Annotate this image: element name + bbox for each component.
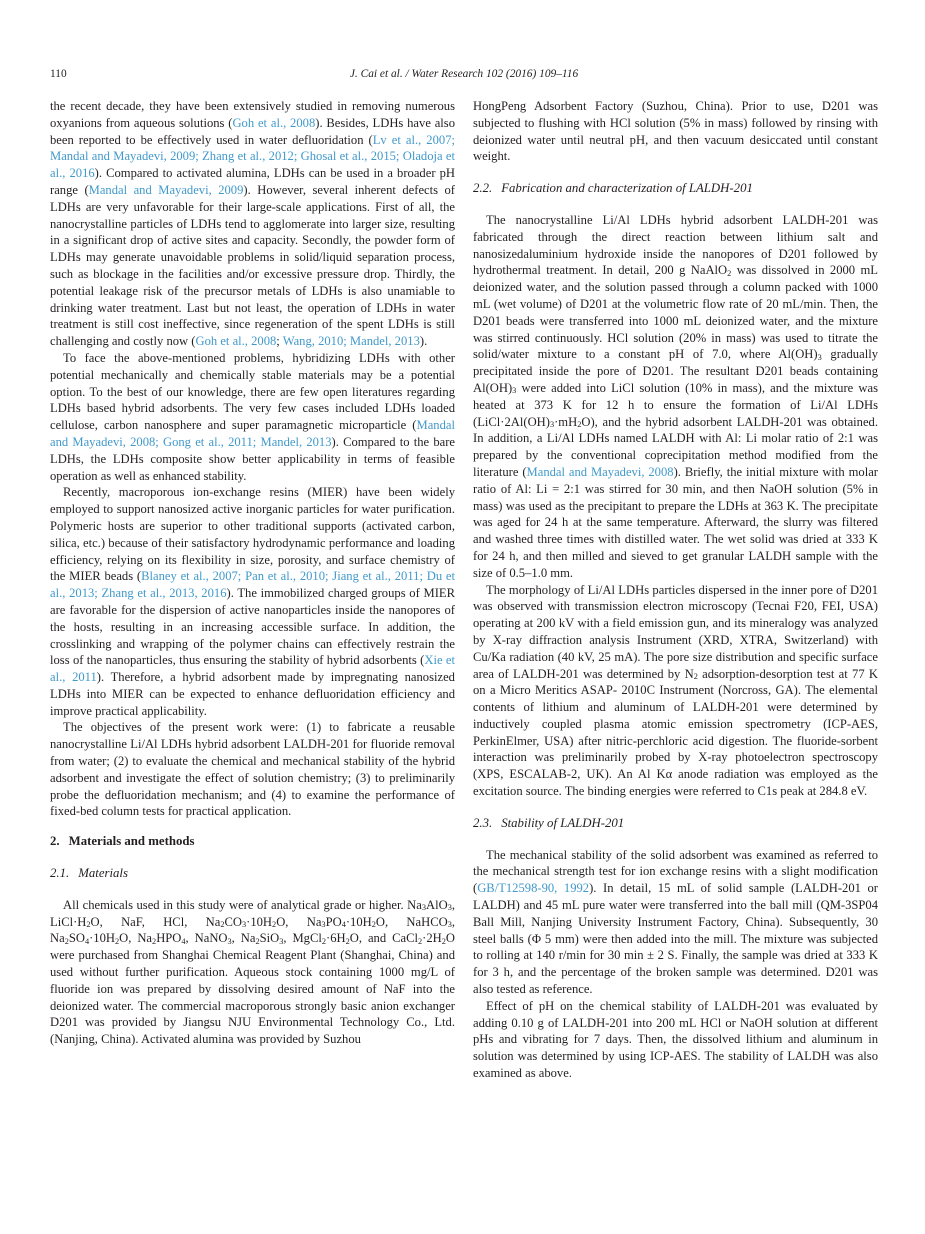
heading-number: 2.2. — [473, 181, 493, 196]
chemical-subscript: 3 — [817, 352, 822, 362]
paragraph: All chemicals used in this study were of analytical grade or higher. $Na_3AlO_3$, $LiCl\cdot H_2O$, NaF, HCl, $Na_2CO_3\cdot 10H_2O$, $Na_3PO_4\cdot 10H_2O$, NaHCO$_3$, $Na_2SO_4\cdot 10H_2O$, $Na_2HPO_4$, NaNO$_3$, $Na_2SiO_3$, $MgCl_2\cdot 6H_2O$, and $CaCl_2\cdot 2H_2O$ were purchased from Shanghai Chemical Reagent Plant (Shanghai, China) and used without further purification. Aqueous stock containing 1000 mg/L of fluoride ion was prepared by dissolving desired amount of NaF into the deionized water. The commercial macroporous strongly basic anion exchanger D201 was provided by Jiangsu NJU Environmental Technology Co., Ltd. (Nanjing, China). Activated alumina was provided by Suzhou — [50, 897, 456, 1047]
citation-link[interactable]: Mandal and Mayadevi, 2008; Gong et al., 2011; Mandel, 2013 — [50, 418, 455, 449]
page-header — [50, 68, 878, 84]
chemical-subscript: 2 — [86, 920, 91, 930]
chemical-subscript: 2 — [727, 268, 732, 278]
chemical-subscript: 3 — [549, 420, 555, 430]
subsection-heading-2.1: 2.1. Materials — [50, 866, 128, 881]
chemical-subscript: 2 — [441, 936, 446, 946]
right-column — [473, 98, 878, 1082]
chemical-subscript: 2 — [115, 936, 120, 946]
chemical-subscript: 2 — [371, 920, 376, 930]
chemical-subscript: 2 — [417, 936, 423, 946]
chemical-subscript: 2 — [152, 936, 157, 946]
page-body — [50, 98, 878, 1082]
paragraph: The nanocrystalline Li/Al LDHs hybrid adsorbent LALDH-201 was fabricated through the direct reaction between lithium salt and nanosizedaluminium hydroxide inside the nanopores of D201 followed by hydrothermal treatment. In detail, 200 g NaAlO$_2$ was dissolved in 2000 mL deionized water, and the solution passed through a column packed with 1000 mL (wet volume) of D201 at the volumetric flow rate of 20 mL/min. Then, the D201 beads were transferred into 1000 mL deionized water, and the mixture was stirred continuously. HCl solution (20% in mass) was used to titrate the solid/water mixture to a constant pH of 7.0, where $Al(OH)_3$ gradually precipitated inside the pore of D201. The resultant D201 beads containing $Al(OH)_3$ were added into LiCl solution (10% in mass), and the mixture was heated at 373 K for 12 h to ensure the formation of Li/Al LDHs $(LiCl\cdot 2Al(OH)_3\cdot mH_2O)$, and the hybrid adsorbent LALDH-201 was obtained. In addition, a Li/Al LDHs named LALDH with Al: Li molar ratio of 2:1 was prepared by the conventional coprecipitation method modified from the literature (Mandal and Mayadevi, 2008). Briefly, the initial mixture with molar ratio of Al: Li = 2:1 was stirred for 30 min, and then NaOH solution (5% in mass) was used as the precipitant to prepare the LDHs at 363 K. The precipitate was aged for 24 h at the same temperature. Afterward, the slurry was filtered and washed three times with distilled water. The wet solid was dried at 333 K for 24 h, and then milled and sieved to get granular LALDH sample with the size of 0.5–1.0 mm. — [473, 212, 878, 580]
citation-link[interactable]: Lv et al., 2007; Mandal and Mayadevi, 2009; Zhang et al., 2012; Ghosal et al., 2015; Oladoja et al., 2016 — [50, 132, 455, 181]
citation-link[interactable]: Wang, 2010; Mandel, 2013 — [282, 334, 420, 349]
citation-link[interactable]: Xie et al., 2011 — [50, 653, 455, 685]
chemical-subscript: 3 — [447, 920, 452, 930]
chemical-subscript: 3 — [241, 920, 247, 930]
citation-link[interactable]: GB/T12598-90, 1992 — [477, 881, 590, 896]
chemical-subscript: 4 — [84, 936, 90, 946]
paragraph: Effect of pH on the chemical stability of LALDH-201 was evaluated by adding 0.10 g of LALDH-201 into 200 mL HCl or NaOH solution at different pHs and vibrating for 7 days. Then, the dissolved lithium and aluminum in solution was determined by using ICP-AES. The stability of LALDH was also examined as above. — [473, 998, 878, 1081]
section-heading-2: 2. Materials and methods — [50, 834, 195, 849]
chemical-subscript: 2 — [64, 936, 69, 946]
heading-number: 2.3. — [473, 815, 493, 830]
chemical-subscript: 3 — [279, 936, 284, 946]
chemical-subscript: 2 — [255, 936, 260, 946]
page-number: 110 — [50, 68, 67, 80]
heading-number: 2. — [50, 834, 60, 849]
heading-number: 2.1. — [50, 866, 70, 881]
chemical-subscript: 2 — [321, 936, 327, 946]
citation-link[interactable]: Blaney et al., 2007; Pan et al., 2010; Jiang et al., 2011; Du et al., 2013; Zhang et al., 2013, 2016 — [50, 569, 455, 601]
paragraph: The morphology of Li/Al LDHs particles dispersed in the inner pore of D201 was observed with transmission electron microscopy (Tecnai F20, FEI, USA) operating at 200 kV with a field emission gun, and its mineralogy was analyzed by X-ray diffraction analysis Instrument (XRD, XTRA, Switzerland) with Cu/Ka radiation (40 kV, 25 mA). The pore size distribution and specific surface area of LALDH-201 was determined by $N_2$ adsorption-desorption test at 77 K on a Micro Meritics ASAP- 2010C Instrument (Norcross, GA). The elemental contents of lithium and aluminum of LALDH-201 were determined by inductively coupled plasma atomic emission spectrometry (ICP-AES, PerkinElmer, USA) after nitric-perchloric acid digestion. The fluoride-sorbent interaction was preliminarily probed by X-ray photoelectron spectroscopy (XPS, ESCALAB-2, UK). An Al Kα anode radiation was employed as the excitation source. The binding energies were referred to C1s peak at 284.8 eV. — [473, 582, 878, 799]
running-title: J. Cai et al. / Water Research 102 (2016) 109–116 — [349, 68, 579, 80]
chemical-subscript: 3 — [512, 386, 517, 396]
citation-link[interactable]: Goh et al., 2008 — [195, 334, 277, 349]
chemical-subscript: 4 — [181, 936, 186, 946]
paragraph: To face the above-mentioned problems, hybridizing LDHs with other potential mechanically and chemically stable materials may be a potential option. To the best of our knowledge, there are few open literatures regarding LDHs based hybrid adsorbents. The very few cases included LDHs loaded cellulose, carbon nanosphere and super paramagnetic microparticle (Mandal and Mayadevi, 2008; Gong et al., 2011; Mandel, 2013). Compared to the bare LDHs, the LDHs composite show better applicability in terms of feasible operation as well as enhanced stability. — [50, 350, 455, 483]
chemical-subscript: 3 — [447, 903, 452, 913]
chemical-subscript: 2 — [220, 920, 225, 930]
chemical-subscript: 4 — [341, 920, 346, 930]
chemical-subscript: 3 — [227, 936, 232, 946]
paragraph: The mechanical stability of the solid adsorbent was examined as referred to the mechanical strength test for ion exchange resins with a slight modification (GB/T12598-90, 1992). In detail, 15 mL of solid sample (LALDH-201 or LALDH) and 45 mL pure water were transferred into the ball mill (QM-3SP04 Ball Mill, Nanjing University Instrument Factory, China). Subsequently, 30 steel balls (Φ 5 mm) were then added into the mill. The mixture was subjected to rolling at 140 r/min for 30 min ± 2 S. Finally, the sample was dried at 333 K for 3 h, and the percentage of the broken sample was determined. D201 was also tested as reference. — [473, 847, 879, 997]
paragraph: the recent decade, they have been extensively studied in removing numerous oxyanions from aqueous solutions (Goh et al., 2008). Besides, LDHs have also been reported to be effectively used in water defluoridation (Lv et al., 2007; Mandal and Mayadevi, 2009; Zhang et al., 2012; Ghosal et al., 2015; Oladoja et al., 2016). Compared to activated alumina, LDHs can be used in a broader pH range (Mandal and Mayadevi, 2009). However, several inherent defects of LDHs are very unfavorable for their large-scale applications. First of all, the nanocrystalline particles of LDHs tend to agglomerate into larger size, resulting in a significant drop of active sites and capacity. Secondly, the powder form of LDHs may generate unavoidable problems in solid/liquid separation process, such as blockage in the facilities and/or excessive pressure drop. Thirdly, the potential leakage risk of the precursor metals of LDHs is also unamiable to drinking water treatment. Last but not least, the operation of LDHs in water treatment is still cost ineffective, since regeneration of the spent LDHs is still challenging and costly now (Goh et al., 2008; Wang, 2010; Mandel, 2013). — [50, 99, 456, 349]
citation-link[interactable]: Goh et al., 2008 — [232, 115, 316, 130]
chemical-subscript: 2 — [693, 671, 698, 681]
chemical-subscript: 3 — [321, 920, 326, 930]
citation-link[interactable]: Mandal and Mayadevi, 2009 — [88, 182, 244, 197]
citation-link[interactable]: Mandal and Mayadevi, 2008 — [526, 464, 674, 479]
chemical-subscript: 2 — [577, 420, 582, 430]
chemical-subscript: 3 — [421, 903, 426, 913]
chemical-subscript: 2 — [345, 936, 350, 946]
chemical-subscript: 2 — [272, 920, 277, 930]
subsection-heading-2.2: 2.2. Fabrication and characterization of LALDH-201 — [473, 181, 753, 196]
paragraph: HongPeng Adsorbent Factory (Suzhou, China). Prior to use, D201 was subjected to flushing with HCl solution (5% in mass) followed by rinsing with deionized water until neutral pH, and then vacuum desiccated until constant weight. — [473, 99, 878, 164]
left-column — [50, 98, 455, 1082]
subsection-heading-2.3: 2.3. Stability of LALDH-201 — [473, 815, 625, 830]
paragraph: The objectives of the present work were: (1) to fabricate a reusable nanocrystalline Li/Al LDHs hybrid adsorbent LALDH-201 for fluoride removal from water; (2) to evaluate the chemical and mechanical stability of the hybrid adsorbent and investigate the effect of solution chemistry; (3) to preliminarily probe the defluoridation mechanism; and (4) to examine the performance of fixed-bed column tests for practical application. — [50, 720, 455, 819]
paragraph: Recently, macroporous ion-exchange resins (MIER) have been widely employed to support nanosized active inorganic particles for water purification. Polymeric hosts are superior to other traditional supports (activated carbon, silica, etc.) because of their satisfactory hydrodynamic performance and loading efficiency, relying on its flexibility in size, porosity, and surface chemistry of the MIER beads (Blaney et al., 2007; Pan et al., 2010; Jiang et al., 2011; Du et al., 2013; Zhang et al., 2013, 2016). The immobilized charged groups of MIER are favorable for the dispersion of active nanoparticles inside the nanopores of the hosts, resulting in an increasing accessible surface. In addition, the crosslinking and wrapping of the polymer chains can effectively restrain the loss of the nanoparticles, thus ensuring the stability of hybrid adsorbents (Xie et al., 2011). Therefore, a hybrid adsorbent made by impregnating nanosized LDHs into MIER can be expected to enhance defluoridation efficiency and improve practical applicability. — [50, 485, 455, 718]
